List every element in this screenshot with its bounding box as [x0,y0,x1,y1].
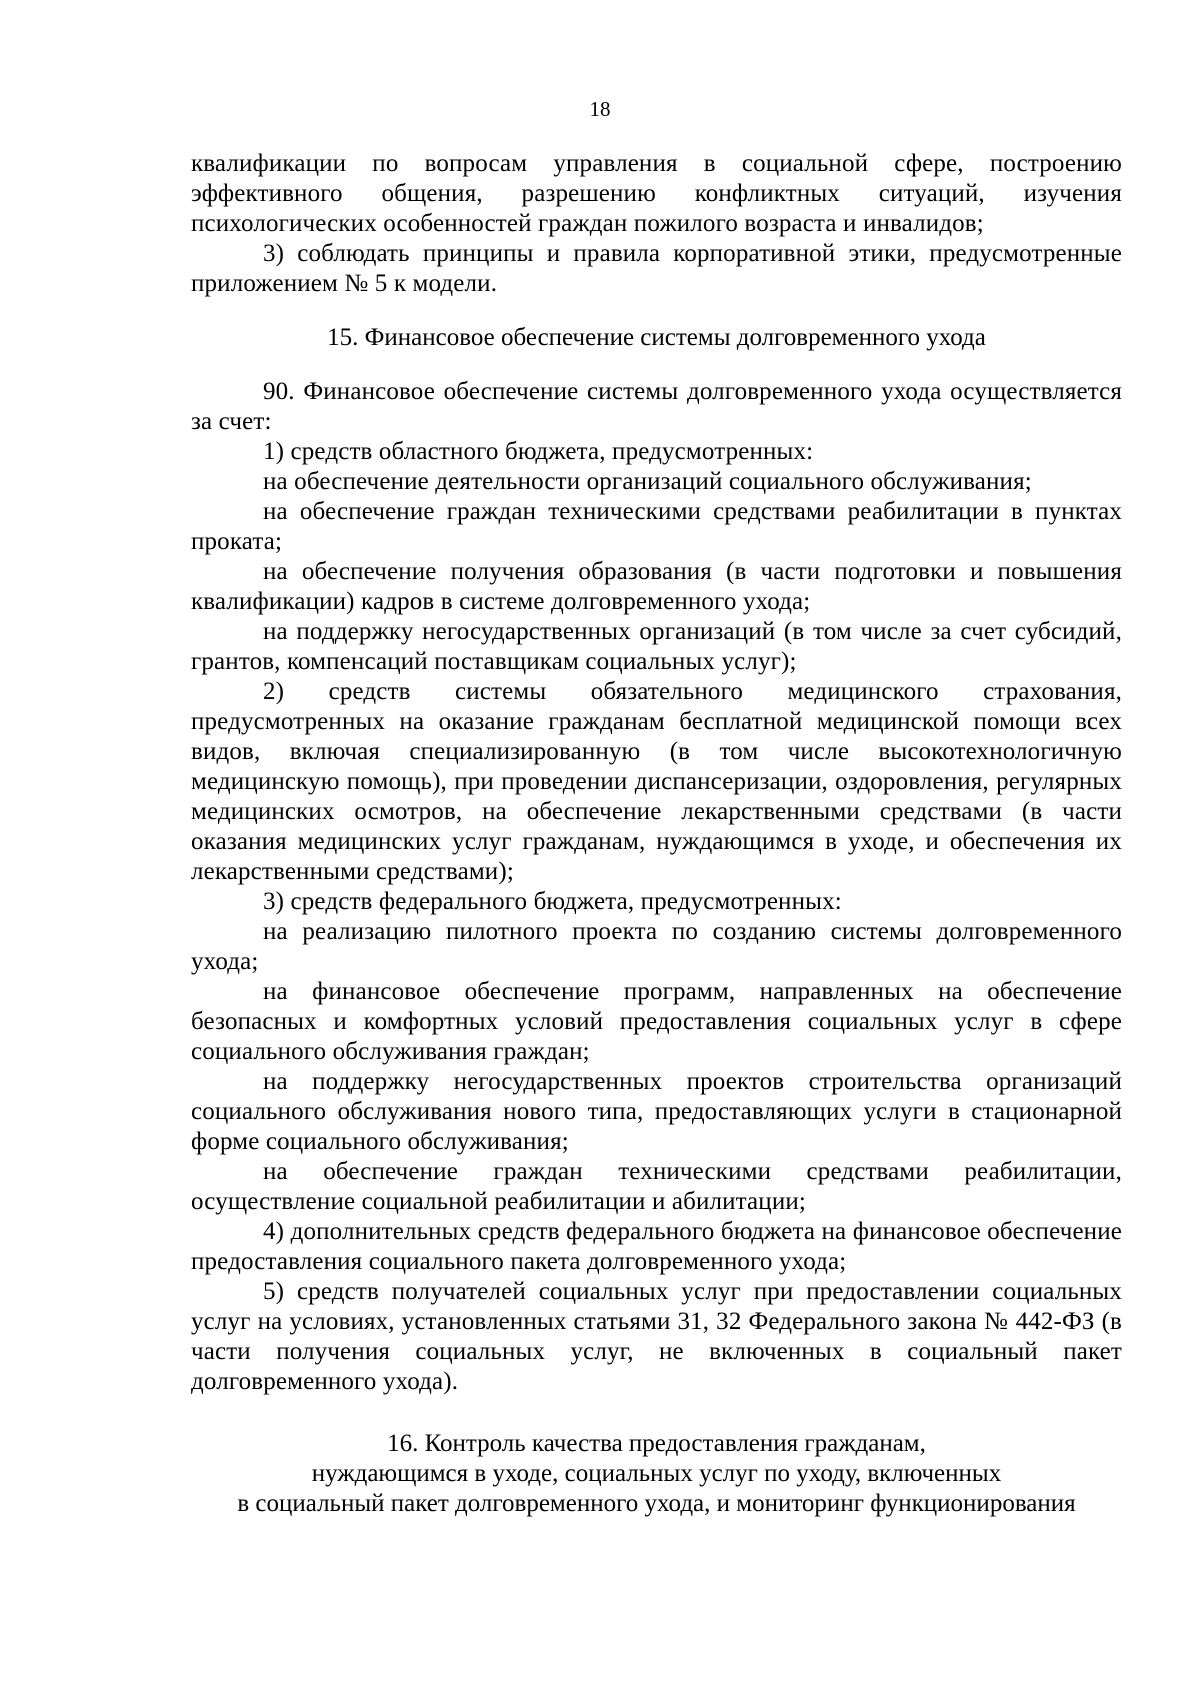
list-item: 2) средств системы обязательного медицинского страхования, предусмотренных на оказание гражданам бесплатной медицинской помощи всех видов, включая специализированную (в том числе высокотехнологичную медицинскую помощь), при проведении диспансеризации, оздоровления, регулярных медицинских осмотров, на обеспечение лекарственными средствами (в части оказания медицинских услуг гражданам, нуждающимся в уходе, и обеспечения их лекарственными средствами); [191,678,1122,885]
list-item: 3) средств федерального бюджета, предусмотренных: [263,888,842,915]
section-16-title [191,1429,1122,1519]
section-16-title-line: 16. Контроль качества предоставления гражданам, [387,1430,926,1457]
paragraph: квалификации по вопросам управления в социальной сфере, построению эффективного общения, разрешению конфликтных ситуаций, изучения психологических особенностей граждан пожилого возраста и инвалидов; [191,150,1122,237]
list-item: 1) средств областного бюджета, предусмотренных: [263,438,814,465]
section-16-title-line: в социальный пакет долговременного ухода, и мониторинг функционирования [237,1490,1076,1517]
list-item: на поддержку негосударственных организаций (в том числе за счет субсидий, грантов, компенсаций поставщикам социальных услуг); [191,618,1122,675]
list-item: 5) средств получателей социальных услуг при предоставлении социальных услуг на условиях, установленных статьями 31, 32 Федерального закона № 442-ФЗ (в части получения социальных услуг, не включенных в социальный пакет долговременного ухода). [191,1278,1122,1395]
page-number: 18 [589,97,611,121]
paragraph-90: 90. Финансовое обеспечение системы долговременного ухода осуществляется за счет: [191,378,1122,435]
list-item: на обеспечение граждан техническими средствами реабилитации, осуществление социальной реабилитации и абилитации; [191,1158,1122,1215]
paragraph: 3) соблюдать принципы и правила корпоративной этики, предусмотренные приложением № 5 к модели. [191,240,1122,297]
list-item: на реализацию пилотного проекта по созданию системы долговременного ухода; [191,918,1122,975]
list-item: 4) дополнительных средств федерального бюджета на финансовое обеспечение предоставления социального пакета долговременного ухода; [191,1218,1122,1275]
document-body [191,149,1122,1519]
list-item: на обеспечение получения образования (в части подготовки и повышения квалификации) кадров в системе долговременного ухода; [191,558,1122,615]
list-item: на финансовое обеспечение программ, направленных на обеспечение безопасных и комфортных условий предоставления социальных услуг в сфере социального обслуживания граждан; [191,978,1122,1065]
list-item: на поддержку негосударственных проектов строительства организаций социального обслуживания нового типа, предоставляющих услуги в стационарной форме социального обслуживания; [191,1068,1122,1155]
list-item: на обеспечение деятельности организаций социального обслуживания; [263,468,1032,495]
list-item: на обеспечение граждан техническими средствами реабилитации в пунктах проката; [191,498,1122,555]
section-15-title: 15. Финансовое обеспечение системы долговременного ухода [327,324,986,351]
section-16-title-line: нуждающимся в уходе, социальных услуг по уходу, включенных [311,1460,1002,1487]
